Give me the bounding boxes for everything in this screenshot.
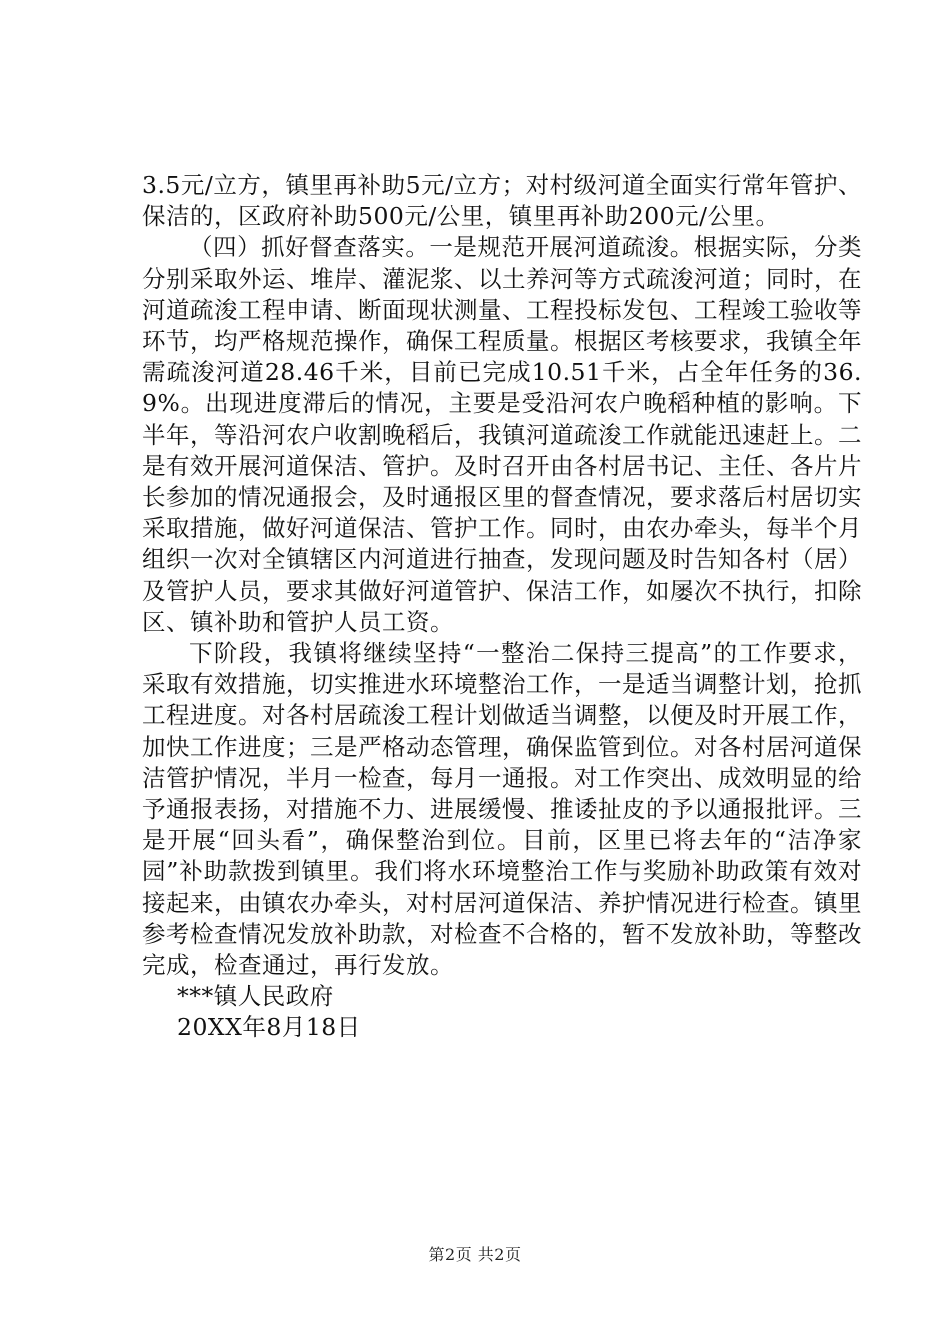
document-body: [142, 170, 862, 1044]
paragraph-supervision: （四）抓好督查落实。一是规范开展河道疏浚。根据实际，分类分别采取外运、堆岸、灌泥浆、以土养河等方式疏浚河道；同时，在河道疏浚工程申请、断面现状测量、工程投标发包、工程竣工验收等环节，均严格规范操作，确保工程质量。根据区考核要求，我镇全年需疏浚河道28.46千米，目前已完成10.51千米，占全年任务的36.9%。出现进度滞后的情况，主要是受沿河农户晚稻种植的影响。下半年，等沿河农户收割晚稻后，我镇河道疏浚工作就能迅速赶上。二是有效开展河道保洁、管护。及时召开由各村居书记、主任、各片片长参加的情况通报会，及时通报区里的督查情况，要求落后村居切实采取措施，做好河道保洁、管护工作。同时，由农办牵头，每半个月组织一次对全镇辖区内河道进行抽查，发现问题及时告知各村（居）及管护人员，要求其做好河道管护、保洁工作，如屡次不执行，扣除区、镇补助和管护人员工资。: [142, 233, 862, 636]
paragraph-next-phase: 下阶段，我镇将继续坚持“一整治二保持三提高”的工作要求，采取有效措施，切实推进水环境整治工作，一是适当调整计划，抢抓工程进度。对各村居疏浚工程计划做适当调整，以便及时开展工作，加快工作进度；三是严格动态管理，确保监管到位。对各村居河道保洁管护情况，半月一检查，每月一通报。对工作突出、成效明显的给予通报表扬，对措施不力、进展缓慢、推诿扯皮的予以通报批评。三是开展“回头看”，确保整治到位。目前，区里已将去年的“洁净家园”补助款拨到镇里。我们将水环境整治工作与奖励补助政策有效对接起来，由镇农办牵头，对村居河道保洁、养护情况进行检查。镇里参考检查情况发放补助款，对检查不合格的，暂不发放补助，等整改完成，检查通过，再行发放。: [142, 639, 862, 980]
signature-organization: ***镇人民政府: [177, 982, 334, 1011]
paragraph-subsidy-continuation: 3.5元/立方，镇里再补助5元/立方；对村级河道全面实行常年管护、保洁的，区政府补助500元/公里，镇里再补助200元/公里。: [142, 171, 862, 231]
page-footer: 第2页 共2页: [428, 1245, 522, 1264]
signature-date: 20XX年8月18日: [177, 1013, 361, 1042]
